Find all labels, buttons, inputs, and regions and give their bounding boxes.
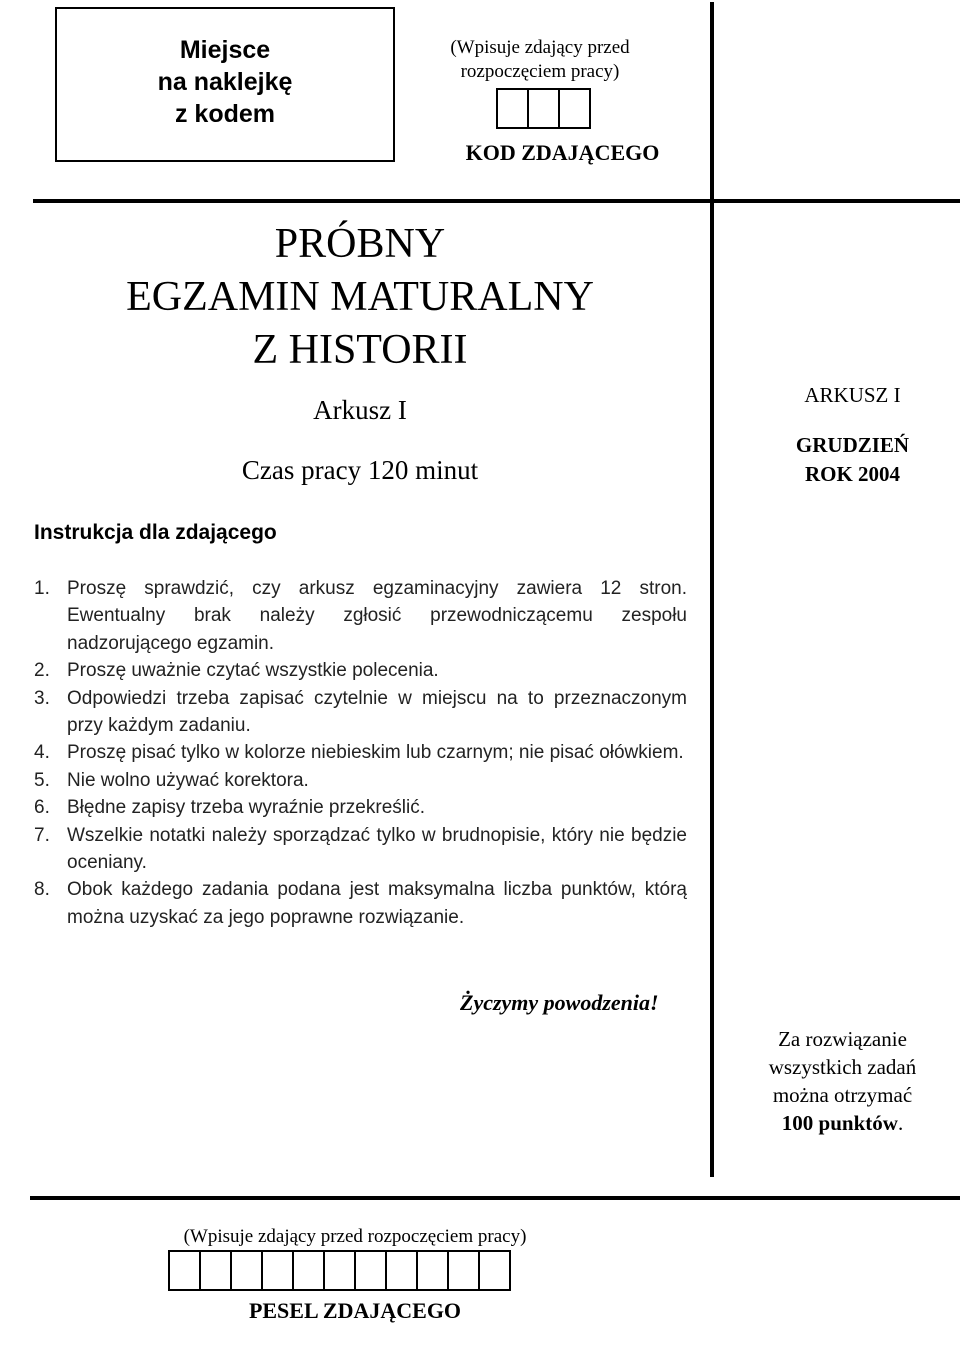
pesel-cell[interactable] bbox=[230, 1250, 263, 1291]
item-number: 4. bbox=[34, 742, 50, 764]
vertical-divider bbox=[710, 2, 714, 1177]
item-number: 8. bbox=[34, 879, 50, 901]
points-line-3: można otrzymać bbox=[772, 1083, 913, 1107]
points-line-4 bbox=[725, 1109, 960, 1137]
exam-title bbox=[40, 218, 680, 377]
code-label: KOD ZDAJĄCEGO bbox=[465, 140, 660, 165]
exam-time: Czas pracy 120 minut bbox=[241, 455, 479, 485]
good-luck-text: Życzymy powodzenia! bbox=[460, 990, 659, 1015]
pesel-cell[interactable] bbox=[292, 1250, 325, 1291]
side-month: GRUDZIEŃ bbox=[795, 433, 910, 457]
points-info bbox=[725, 1025, 960, 1137]
item-number: 2. bbox=[34, 660, 50, 682]
title-line-3: Z HISTORII bbox=[252, 327, 468, 373]
instructions-heading: Instrukcja dla zdającego bbox=[34, 521, 277, 544]
list-item bbox=[34, 794, 687, 821]
item-text: Proszę sprawdzić, czy arkusz egzaminacyjny zawiera 12 stron. Ewentualny brak należy zgłosić przewodniczącemu zespołu nadzorującego egzamin. bbox=[67, 578, 687, 654]
pesel-cell[interactable] bbox=[478, 1250, 511, 1291]
item-text: Proszę uważnie czytać wszystkie polecenia. bbox=[67, 660, 439, 682]
item-text: Obok każdego zadania podana jest maksymalna liczba punktów, którą można uzyskać za jego poprawne rozwiązanie. bbox=[67, 879, 687, 928]
item-text: Odpowiedzi trzeba zapisać czytelnie w miejscu na to przeznaczonym przy każdym zadaniu. bbox=[67, 687, 687, 737]
item-text: Proszę pisać tylko w kolorze niebieskim lub czarnym; nie pisać ołówkiem. bbox=[67, 742, 684, 764]
points-value: 100 punktów bbox=[781, 1111, 898, 1135]
code-note bbox=[420, 36, 660, 84]
item-number: 3. bbox=[34, 687, 50, 709]
code-note-line-2: rozpoczęciem pracy) bbox=[460, 61, 620, 82]
code-cell[interactable] bbox=[558, 88, 591, 129]
code-cell[interactable] bbox=[496, 88, 529, 129]
item-number: 7. bbox=[34, 824, 50, 846]
points-line-2: wszystkich zadań bbox=[768, 1055, 917, 1079]
list-item bbox=[34, 685, 687, 740]
pesel-label: PESEL ZDAJĄCEGO bbox=[248, 1298, 462, 1323]
code-note-line-1: (Wpisuje zdający przed bbox=[450, 37, 630, 58]
title-line-1: PRÓBNY bbox=[274, 221, 446, 267]
side-sheet: ARKUSZ I bbox=[804, 383, 901, 407]
code-cells[interactable] bbox=[496, 88, 591, 129]
list-item bbox=[34, 657, 687, 684]
top-divider bbox=[33, 199, 960, 203]
item-text: Błędne zapisy trzeba wyraźnie przekreślić. bbox=[67, 797, 425, 819]
sticker-line-2: na naklejkę bbox=[157, 68, 293, 96]
pesel-cell[interactable] bbox=[416, 1250, 449, 1291]
pesel-cell[interactable] bbox=[385, 1250, 418, 1291]
instructions-list bbox=[34, 575, 687, 931]
points-line-1: Za rozwiązanie bbox=[778, 1027, 907, 1051]
title-line-2: EGZAMIN MATURALNY bbox=[126, 274, 594, 320]
item-text: Nie wolno używać korektora. bbox=[67, 769, 309, 791]
sticker-box bbox=[55, 7, 395, 162]
list-item bbox=[34, 767, 687, 794]
sticker-line-1: Miejsce bbox=[179, 36, 271, 64]
pesel-note: (Wpisuje zdający przed rozpoczęciem pracy) bbox=[183, 1226, 527, 1247]
pesel-cell[interactable] bbox=[323, 1250, 356, 1291]
pesel-cell[interactable] bbox=[447, 1250, 480, 1291]
sheet-name: Arkusz I bbox=[313, 395, 407, 425]
item-text: Wszelkie notatki należy sporządzać tylko w brudnopisie, który nie będzie oceniany. bbox=[67, 824, 687, 874]
pesel-cells[interactable] bbox=[168, 1250, 511, 1291]
sticker-line-3: z kodem bbox=[174, 100, 276, 128]
pesel-cell[interactable] bbox=[261, 1250, 294, 1291]
item-number: 6. bbox=[34, 797, 50, 819]
pesel-cell[interactable] bbox=[168, 1250, 201, 1291]
pesel-cell[interactable] bbox=[199, 1250, 232, 1291]
list-item bbox=[34, 876, 687, 931]
code-cell[interactable] bbox=[527, 88, 560, 129]
item-number: 1. bbox=[34, 578, 50, 599]
list-item bbox=[34, 822, 687, 877]
pesel-cell[interactable] bbox=[354, 1250, 387, 1291]
list-item bbox=[34, 575, 687, 657]
item-number: 5. bbox=[34, 769, 50, 791]
list-item bbox=[34, 739, 687, 766]
side-year: ROK 2004 bbox=[804, 462, 901, 486]
bottom-divider bbox=[30, 1196, 960, 1200]
points-suffix: . bbox=[897, 1111, 904, 1135]
